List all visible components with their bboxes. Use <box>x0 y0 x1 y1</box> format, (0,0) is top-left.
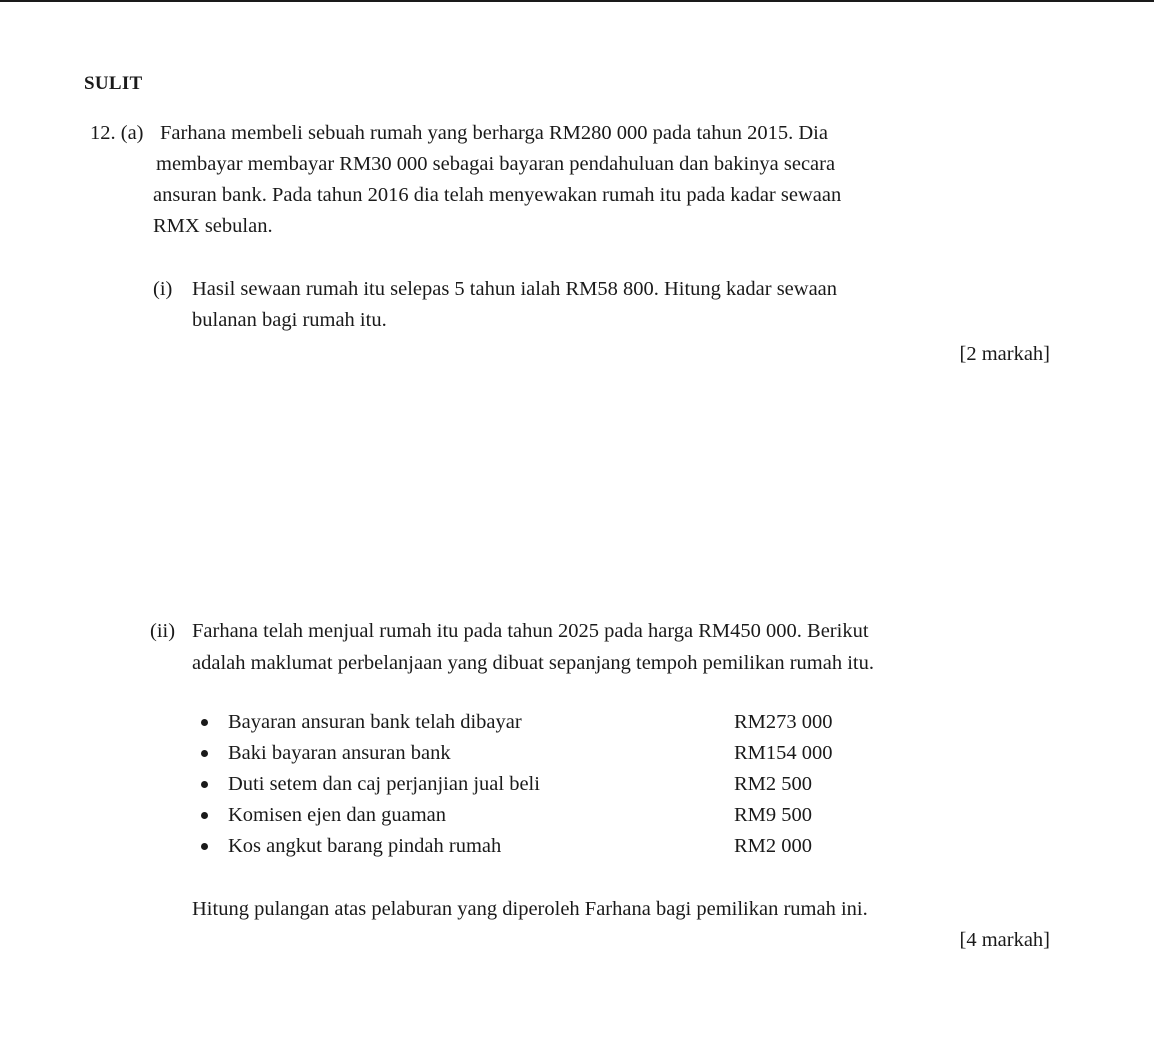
part-ii-line-1: Farhana telah menjual rumah itu pada tahun 2025 pada harga RM450 000. Berikut <box>192 620 869 642</box>
intro-line-4: RMX sebulan. <box>153 215 273 237</box>
question-number: 12. (a) <box>90 122 144 144</box>
expense-item: Bayaran ansuran bank telah dibayar <box>228 711 522 733</box>
expense-amount: RM2 000 <box>734 835 813 857</box>
part-ii-marks: [4 markah] <box>959 929 1050 951</box>
part-ii-label: (ii) <box>150 620 176 642</box>
intro-line-2: membayar membayar RM30 000 sebagai bayaran pendahuluan dan bakinya secara <box>156 153 836 175</box>
expense-amount: RM273 000 <box>734 711 833 733</box>
part-ii-line-2: adalah maklumat perbelanjaan yang dibuat sepanjang tempoh pemilikan rumah itu. <box>192 652 874 674</box>
part-ii-instruction: Hitung pulangan atas pelaburan yang diperoleh Farhana bagi pemilikan rumah ini. <box>192 898 868 920</box>
intro-line-1: Farhana membeli sebuah rumah yang berharga RM280 000 pada tahun 2015. Dia <box>160 122 828 144</box>
expense-amount: RM154 000 <box>734 742 833 764</box>
expense-item: Kos angkut barang pindah rumah <box>228 835 502 857</box>
part-i-marks: [2 markah] <box>959 343 1050 365</box>
top-border-rule <box>0 0 1154 2</box>
part-i-line-1: Hasil sewaan rumah itu selepas 5 tahun ialah RM58 800. Hitung kadar sewaan <box>192 278 838 300</box>
sulit-label: SULIT <box>84 73 143 94</box>
bullet-icon <box>201 750 208 757</box>
expense-item: Baki bayaran ansuran bank <box>228 742 451 764</box>
part-i-label: (i) <box>153 278 173 300</box>
expense-amount: RM9 500 <box>734 804 813 826</box>
bullet-icon <box>201 812 208 819</box>
part-i-line-2: bulanan bagi rumah itu. <box>192 309 387 331</box>
expense-item: Komisen ejen dan guaman <box>228 804 447 826</box>
expense-amount: RM2 500 <box>734 773 813 795</box>
bullet-icon <box>201 781 208 788</box>
bullet-icon <box>201 719 208 726</box>
bullet-icon <box>201 843 208 850</box>
expense-item: Duti setem dan caj perjanjian jual beli <box>228 773 540 795</box>
intro-line-3: ansuran bank. Pada tahun 2016 dia telah menyewakan rumah itu pada kadar sewaan <box>153 184 842 206</box>
